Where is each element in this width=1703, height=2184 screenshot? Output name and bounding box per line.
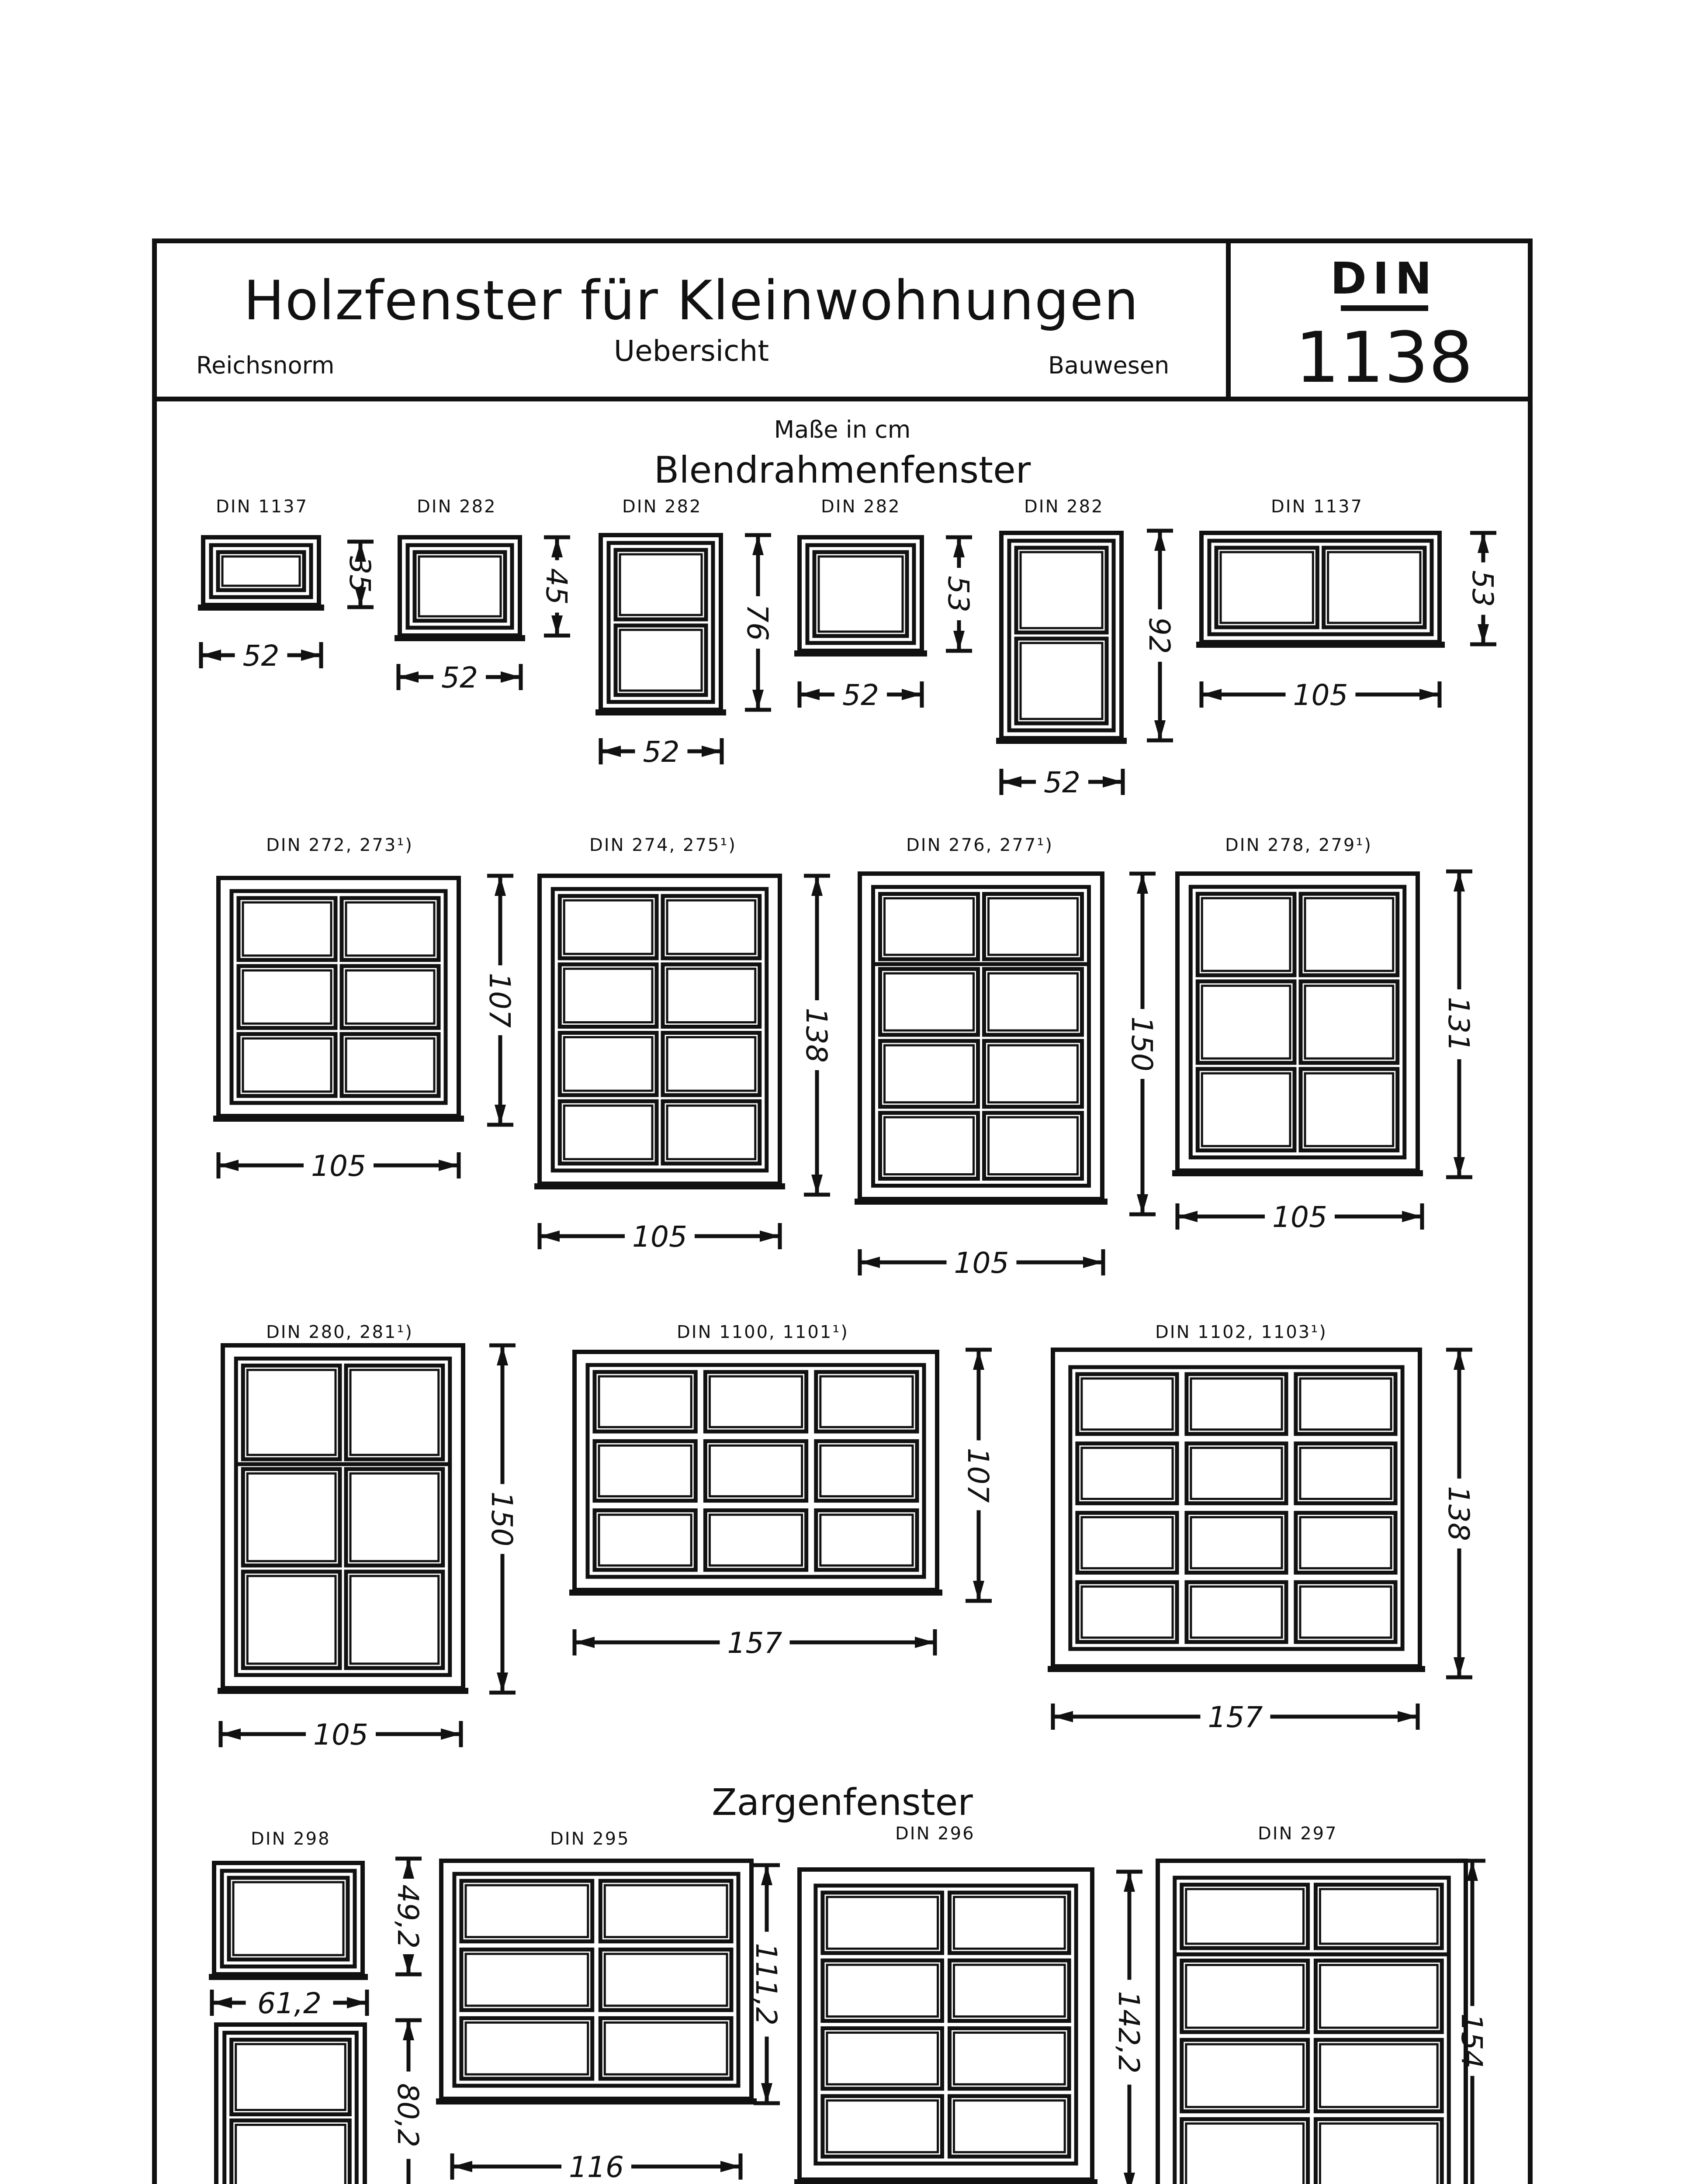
window-din-276	[855, 874, 1159, 1280]
units-note: Maße in cm	[774, 416, 911, 443]
window-label: DIN 282	[1024, 497, 1104, 517]
window-din-280	[218, 1345, 519, 1752]
svg-text:150: 150	[485, 1491, 519, 1547]
window-label: DIN 282	[821, 497, 901, 517]
svg-text:154: 154	[1455, 2013, 1488, 2069]
window-din-298-b	[211, 2020, 425, 2184]
svg-text:76: 76	[741, 604, 774, 641]
window-label: DIN 280, 281¹)	[266, 1322, 413, 1342]
sheet-title: Holzfenster für Kleinwohnungen	[243, 270, 1139, 332]
svg-text:150: 150	[1125, 1016, 1159, 1071]
svg-text:105: 105	[954, 1246, 1009, 1280]
svg-text:107: 107	[961, 1448, 995, 1503]
svg-text:105: 105	[311, 1149, 366, 1183]
window-label: DIN 278, 279¹)	[1225, 835, 1372, 855]
window-din-1137-wide	[1196, 533, 1499, 712]
window-din-297	[1153, 1861, 1488, 2184]
svg-text:107: 107	[483, 973, 516, 1028]
reichsnorm-label: Reichsnorm	[196, 352, 335, 379]
window-din-296	[794, 1870, 1146, 2184]
window-din-298-a	[209, 1859, 425, 2020]
window-label: DIN 282	[417, 497, 497, 517]
window-din-295	[436, 1861, 783, 2184]
din-number: 1138	[1295, 317, 1473, 398]
svg-text:53: 53	[1466, 570, 1499, 607]
svg-text:52: 52	[1044, 766, 1080, 799]
svg-text:92: 92	[1142, 617, 1176, 654]
window-din-282-b	[595, 535, 774, 769]
svg-text:157: 157	[727, 1626, 782, 1660]
svg-text:52: 52	[441, 661, 478, 695]
window-label: DIN 1137	[1271, 497, 1364, 517]
svg-text:52: 52	[242, 639, 280, 673]
window-label: DIN 298	[251, 1829, 331, 1849]
svg-text:80,2: 80,2	[391, 2083, 425, 2147]
svg-text:61,2: 61,2	[257, 1987, 322, 2020]
section-title-zargen: Zargenfenster	[712, 1781, 973, 1824]
svg-text:105: 105	[1293, 678, 1348, 712]
svg-text:105: 105	[313, 1718, 368, 1752]
window-din-274	[534, 876, 833, 1254]
window-label: DIN 1137	[216, 497, 308, 517]
svg-text:116: 116	[569, 2150, 624, 2184]
window-din-282-c	[794, 537, 975, 712]
svg-text:49,2: 49,2	[391, 1884, 425, 1949]
window-din-1137-small	[198, 537, 377, 673]
svg-text:138: 138	[800, 1008, 833, 1063]
svg-text:105: 105	[1272, 1200, 1327, 1234]
sheet-subtitle: Uebersicht	[613, 334, 769, 368]
window-label: DIN 295	[550, 1829, 630, 1849]
svg-text:105: 105	[632, 1220, 687, 1254]
svg-text:111,2: 111,2	[749, 1943, 783, 2025]
svg-text:131: 131	[1442, 997, 1475, 1052]
window-din-282-d	[996, 531, 1176, 799]
din-logo: DIN	[1330, 253, 1438, 304]
window-din-282-a	[395, 537, 573, 695]
svg-text:138: 138	[1442, 1486, 1475, 1541]
window-label: DIN 296	[895, 1824, 975, 1844]
window-din-272	[213, 876, 516, 1183]
window-label: DIN 1100, 1101¹)	[677, 1322, 849, 1342]
svg-text:52: 52	[643, 735, 680, 769]
window-label: DIN 274, 275¹)	[589, 835, 737, 855]
window-label: DIN 272, 273¹)	[266, 835, 413, 855]
window-din-1100	[569, 1350, 995, 1660]
svg-text:53: 53	[941, 576, 975, 612]
svg-text:35: 35	[343, 556, 377, 593]
svg-text:52: 52	[842, 678, 879, 712]
window-label: DIN 282	[622, 497, 702, 517]
window-label: DIN 1102, 1103¹)	[1155, 1322, 1327, 1342]
svg-text:157: 157	[1208, 1700, 1263, 1734]
bauwesen-label: Bauwesen	[1048, 352, 1170, 379]
svg-text:45: 45	[540, 568, 573, 605]
svg-text:142,2: 142,2	[1112, 1991, 1146, 2073]
window-din-1102	[1048, 1350, 1475, 1734]
section-title-blendrahmen: Blendrahmenfenster	[654, 449, 1031, 491]
window-din-278	[1172, 871, 1475, 1234]
window-label: DIN 297	[1258, 1824, 1338, 1844]
window-label: DIN 276, 277¹)	[906, 835, 1053, 855]
